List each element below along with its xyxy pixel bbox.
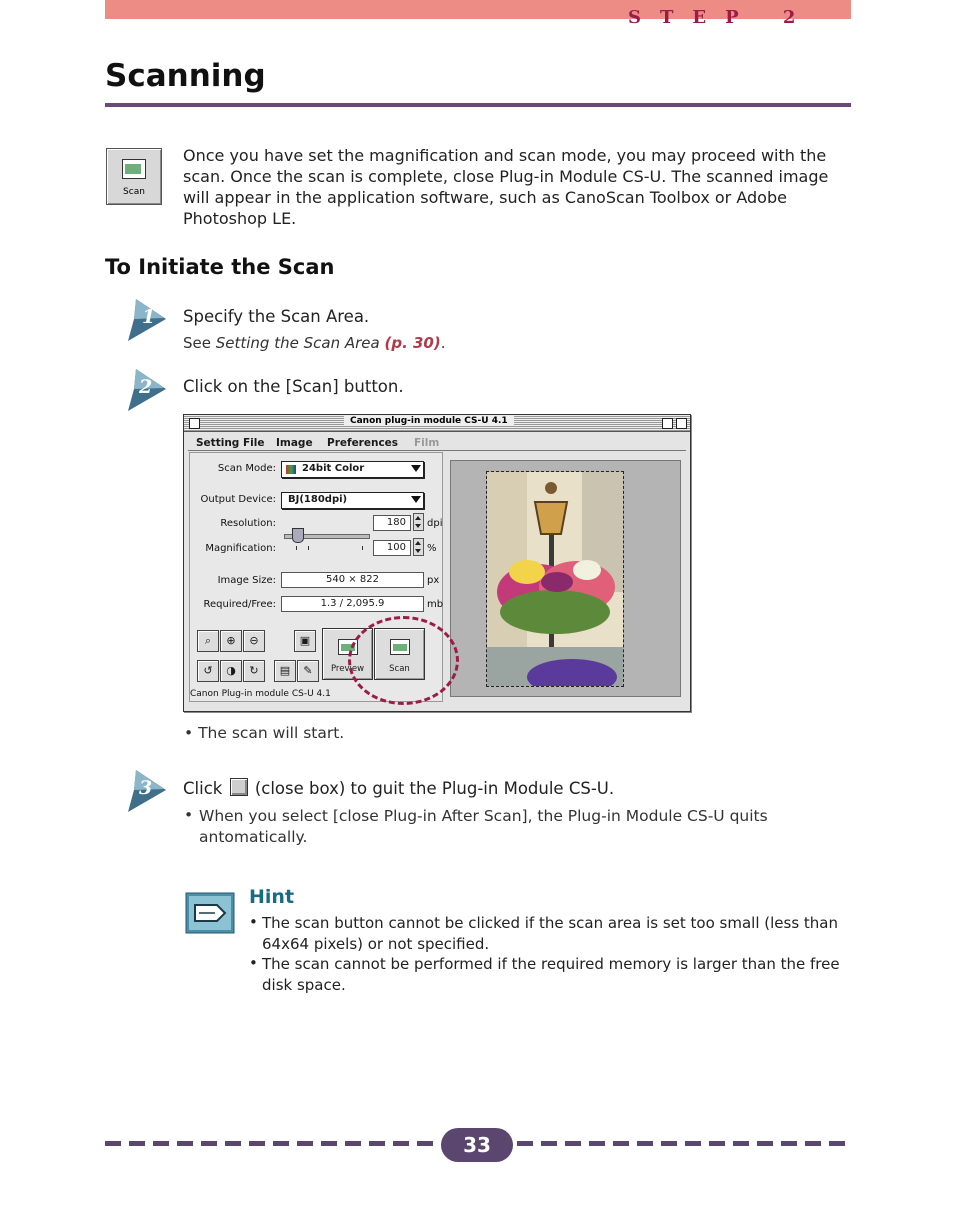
color-mode-icon [286, 465, 296, 474]
menu-setting-file[interactable]: Setting File [196, 437, 265, 449]
contrast-icon[interactable]: ◑ [220, 660, 242, 682]
see-suffix: . [440, 334, 446, 352]
required-free-label: Required/Free: [203, 599, 276, 610]
step-1-text: Specify the Scan Area. [183, 307, 370, 326]
resolution-value: 180 [386, 517, 406, 528]
step-3-text [183, 778, 614, 798]
required-free-field [281, 596, 424, 612]
step-3-number: 3 [139, 777, 153, 799]
step-indicator: STEP 2 [628, 7, 815, 28]
image-size-label: Image Size: [217, 575, 276, 586]
resolution-field[interactable] [373, 515, 411, 531]
image-size-unit: px [427, 575, 440, 586]
slider-tick [308, 546, 309, 550]
footer-dashes-left [105, 1141, 441, 1146]
magnify-icon[interactable]: ⌕ [197, 630, 219, 652]
image-size-field [281, 572, 424, 588]
zoom-in-icon[interactable]: ⊕ [220, 630, 242, 652]
step-3-text-after: (close box) to guit the Plug-in Module CS-U. [254, 779, 615, 798]
preview-button-label: Preview [330, 664, 365, 674]
magnification-stepper[interactable] [413, 538, 424, 556]
window-menubar [188, 434, 686, 451]
hint-bullet-marker: • [249, 954, 258, 972]
step-1-number: 1 [142, 306, 156, 328]
window-status: Canon Plug-in module CS-U 4.1 [190, 689, 331, 699]
rotate-right-icon[interactable]: ↻ [243, 660, 265, 682]
resolution-stepper[interactable] [413, 513, 424, 531]
footer-dashes-right [513, 1141, 851, 1146]
window-titlebar[interactable] [184, 415, 690, 432]
step-2-bullet: • The scan will start. [184, 724, 345, 742]
window-title: Canon plug-in module CS-U 4.1 [344, 416, 514, 426]
scan-mode-select[interactable] [281, 461, 424, 478]
chevron-down-icon [411, 496, 421, 503]
page-number: 33 [441, 1128, 513, 1162]
menu-preferences[interactable]: Preferences [327, 437, 399, 449]
step-2-number: 2 [139, 376, 153, 398]
step-1-see [183, 334, 446, 352]
scan-mode-value: 24bit Color [302, 463, 365, 474]
resolution-slider-thumb[interactable] [292, 528, 304, 543]
see-ref-link[interactable]: (p. 30) [384, 334, 441, 352]
image-adjust-icon[interactable]: ▣ [294, 630, 316, 652]
see-ref-title: Setting the Scan Area [215, 334, 380, 352]
hint-item-1: The scan button cannot be clicked if the scan area is set too small (less than 64x64 pixels) or not specified. [262, 914, 838, 953]
magnification-field[interactable] [373, 540, 411, 556]
magnification-label: Magnification: [205, 543, 276, 554]
output-device-value: BJ(180dpi) [288, 494, 348, 505]
chevron-down-icon [411, 465, 421, 472]
image-size-value: 540 × 822 [326, 574, 379, 585]
step-3-bullet-marker: • [184, 806, 194, 824]
output-device-select[interactable] [281, 492, 424, 509]
hint-icon [185, 892, 235, 934]
slider-tick [362, 546, 363, 550]
required-free-value: 1.3 / 2,095.9 [320, 598, 385, 609]
zoom-box-icon[interactable] [662, 418, 673, 429]
image-icon [122, 159, 146, 179]
resolution-label: Resolution: [220, 518, 276, 529]
scan-button-label: Scan [389, 664, 410, 674]
close-box-icon[interactable] [189, 418, 200, 429]
slider-tick [296, 546, 297, 550]
resolution-unit: dpi [427, 518, 443, 529]
menu-image[interactable]: Image [276, 437, 313, 449]
scan-icon-label: Scan [123, 187, 145, 197]
magnification-value: 100 [386, 542, 406, 553]
close-box-icon [230, 778, 248, 796]
rotate-left-icon[interactable]: ↺ [197, 660, 219, 682]
page-title: Scanning [105, 58, 266, 94]
scan-button-highlight [348, 616, 459, 705]
hint-item-2: The scan cannot be performed if the required memory is larger than the free disk space. [262, 955, 840, 994]
hint-bullet-marker: • [249, 913, 258, 931]
step-2-marker [124, 367, 168, 413]
step-3-bullet: When you select [close Plug-in After Scan], the Plug-in Module CS-U quits antomatically. [199, 807, 768, 846]
step-1-marker [124, 297, 168, 343]
section-heading: To Initiate the Scan [105, 255, 335, 279]
required-free-unit: mb [427, 599, 444, 610]
output-device-label: Output Device: [200, 494, 276, 505]
scan-button-icon [106, 148, 162, 205]
step-3-text-before: Click [183, 779, 223, 798]
scan-mode-label: Scan Mode: [217, 463, 276, 474]
color-adjust-icon[interactable]: ▤ [274, 660, 296, 682]
eyedropper-icon[interactable]: ✎ [297, 660, 319, 682]
see-prefix: See [183, 334, 216, 352]
title-rule [105, 103, 851, 107]
magnification-unit: % [427, 543, 437, 554]
collapse-box-icon[interactable] [676, 418, 687, 429]
zoom-out-icon[interactable]: ⊖ [243, 630, 265, 652]
menu-film[interactable]: Film [414, 437, 440, 449]
step-3-marker [124, 768, 168, 814]
step-2-text: Click on the [Scan] button. [183, 377, 404, 396]
hint-label: Hint [249, 886, 295, 908]
preview-image [486, 471, 624, 687]
intro-paragraph: Once you have set the magnification and scan mode, you may proceed with the scan. Once the scan is complete, close Plug-in Module CS-U. The scanned image will appear in the application software, such as CanoScan Toolbox or Adobe Photoshop LE. [183, 146, 829, 228]
